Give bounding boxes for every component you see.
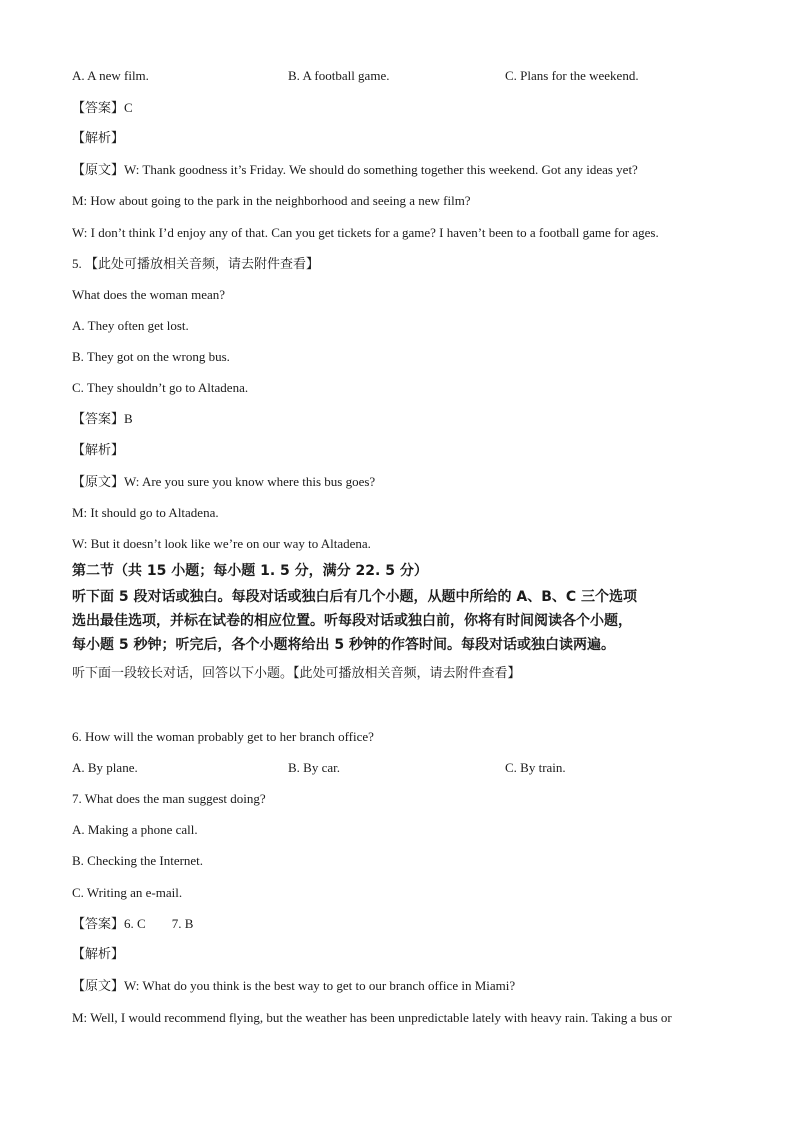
q4-analysis-tag: 【解析】 bbox=[72, 131, 125, 146]
q4-options bbox=[72, 68, 722, 84]
q7-option-a: A. Making a phone call. bbox=[72, 822, 198, 837]
q4-option-b: B. A football game. bbox=[288, 68, 390, 83]
q7-question: 7. What does the man suggest doing? bbox=[72, 791, 266, 806]
q5-option-a: A. They often get lost. bbox=[72, 318, 189, 333]
q5-option-c: C. They shouldn’t go to Altadena. bbox=[72, 380, 249, 395]
transcript-tag: 【原文】 bbox=[72, 475, 125, 490]
q4-option-c: C. Plans for the weekend. bbox=[505, 68, 639, 83]
q6-option-c: C. By train. bbox=[505, 760, 566, 775]
q5-transcript-line-1 bbox=[72, 474, 375, 491]
q7-option-c: C. Writing an e-mail. bbox=[72, 885, 183, 900]
answer-7: 7. B bbox=[171, 916, 194, 931]
q5-question: What does the woman mean? bbox=[72, 287, 226, 302]
q5-number: 5. bbox=[72, 256, 85, 271]
q4-answer bbox=[72, 100, 133, 117]
transcript-text: W: Are you sure you know where this bus goes? bbox=[124, 474, 376, 489]
q4-transcript-line-2: M: How about going to the park in the neighborhood and seeing a new film? bbox=[72, 193, 471, 208]
transcript-tag: 【原文】 bbox=[72, 163, 125, 178]
q5-transcript-line-3: W: But it doesn’t look like we’re on our way to Altadena. bbox=[72, 536, 371, 551]
answer-tag: 【答案】 bbox=[72, 917, 125, 932]
q4-transcript-line-1 bbox=[72, 162, 638, 179]
q6-option-b: B. By car. bbox=[288, 760, 340, 775]
section2-intro: 听下面一段较长对话，回答以下小题。【此处可播放相关音频，请去附件查看】 bbox=[72, 666, 521, 681]
q4-option-a: A. A new film. bbox=[72, 68, 149, 83]
q5-transcript-line-2: M: It should go to Altadena. bbox=[72, 505, 219, 520]
q67-analysis-tag: 【解析】 bbox=[72, 947, 125, 962]
q7-option-b: B. Checking the Internet. bbox=[72, 853, 204, 868]
answer-6: 6. C bbox=[124, 916, 146, 931]
section2-title: 第二节（共 15 小题；每小题 1. 5 分，满分 22. 5 分） bbox=[72, 563, 428, 579]
transcript-text: W: What do you think is the best way to get to our branch office in Miami? bbox=[124, 978, 516, 993]
audio-note: 【此处可播放相关音频，请去附件查看】 bbox=[85, 257, 320, 272]
q67-transcript-line-1 bbox=[72, 978, 515, 995]
answer-tag: 【答案】 bbox=[72, 412, 125, 427]
q6-options bbox=[72, 760, 722, 776]
section2-instruction-2: 选出最佳选项，并标在试卷的相应位置。听每段对话或独白前，你将有时间阅读各个小题， bbox=[72, 613, 632, 629]
q67-answer bbox=[72, 916, 193, 933]
answer-value: C bbox=[124, 100, 133, 115]
answer-value: B bbox=[124, 411, 133, 426]
q6-option-a: A. By plane. bbox=[72, 760, 138, 775]
section2-instruction-1: 听下面 5 段对话或独白。每段对话或独白后有几个小题，从题中所给的 A、B、C 三个选项 bbox=[72, 589, 638, 605]
section2-instruction-3: 每小题 5 秒钟；听完后，各个小题将给出 5 秒钟的作答时间。每段对话或独白读两遍。 bbox=[72, 637, 615, 653]
q5-header bbox=[72, 256, 319, 273]
q5-answer bbox=[72, 411, 133, 428]
transcript-tag: 【原文】 bbox=[72, 979, 125, 994]
transcript-text: W: Thank goodness it’s Friday. We should do something together this weekend. Got any ideas yet? bbox=[124, 162, 638, 177]
q4-transcript-line-3: W: I don’t think I’d enjoy any of that. Can you get tickets for a game? I haven’t been to a football game for ages. bbox=[72, 225, 659, 240]
q67-transcript-line-2: M: Well, I would recommend flying, but the weather has been unpredictable lately with heavy rain. Taking a bus or bbox=[72, 1010, 672, 1025]
q5-option-b: B. They got on the wrong bus. bbox=[72, 349, 230, 364]
answer-tag: 【答案】 bbox=[72, 101, 125, 116]
q6-question: 6. How will the woman probably get to her branch office? bbox=[72, 729, 374, 744]
q5-analysis-tag: 【解析】 bbox=[72, 443, 125, 458]
